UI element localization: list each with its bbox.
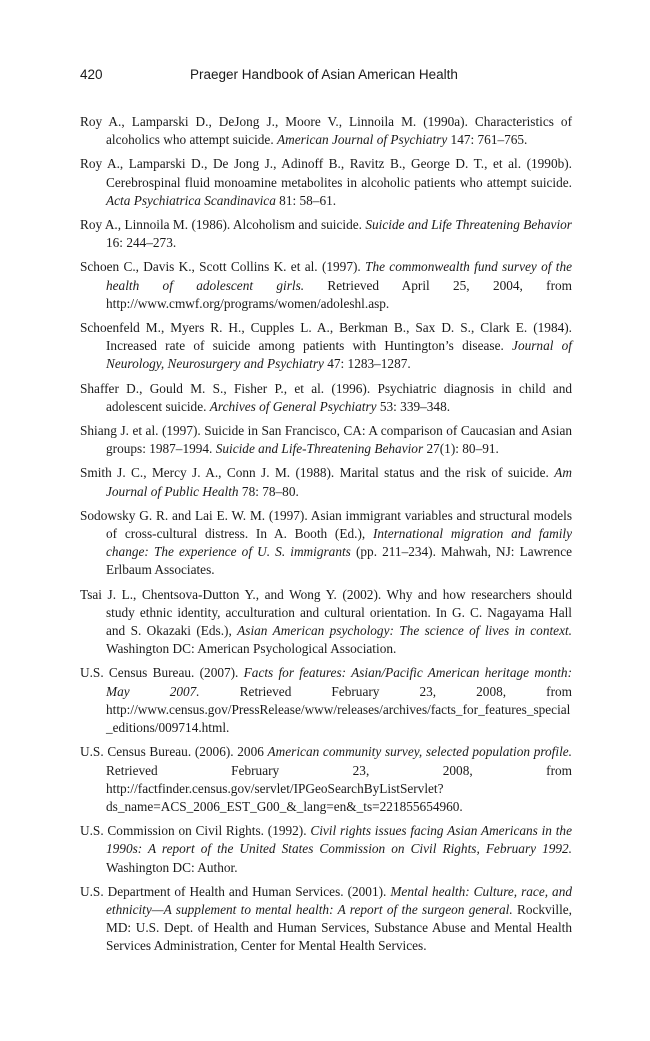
reference-entry (80, 664, 572, 737)
reference-text: (pp. 211–234). Mahwah, NJ: Lawrence Erlbaum Associates. (106, 544, 572, 578)
reference-text: 81: 58–61. (275, 192, 337, 208)
reference-text: Smith J. C., Mercy J. A., Conn J. M. (1988). Marital status and the risk of suicide. (80, 465, 555, 481)
reference-text: Rockville, MD: U.S. Dept. of Health and Human Services, Substance Abuse and Mental Health Services Administration, Center for Mental Health Services. (106, 901, 572, 954)
reference-source-title: Acta Psychiatrica Scandinavica (106, 192, 276, 208)
reference-source-title: Journal of Neurology, Neurosurgery and Psychiatry (106, 338, 572, 372)
reference-text: Schoen C., Davis K., Scott Collins K. et al. (1997). (80, 259, 366, 275)
reference-text: U.S. Census Bureau. (2007). (80, 665, 244, 681)
reference-entry (80, 155, 572, 210)
reference-source-title: The commonwealth fund survey of the health of adolescent girls. (106, 259, 572, 293)
reference-text: 27(1): 80–91. (423, 441, 499, 457)
reference-source-title: International migration and family change: The experience of U. S. immigrants (106, 526, 573, 560)
reference-text: Schoenfeld M., Myers R. H., Cupples L. A., Berkman B., Sax D. S., Clark E. (1984). Increased rate of suicide among patients with Huntington’s disease. (80, 320, 572, 354)
reference-source-title: Archives of General Psychiatry (209, 398, 377, 414)
reference-entry (80, 258, 572, 313)
reference-source-title: Mental health: Culture, race, and ethnicity—A supplement to mental health: A report of the surgeon general. (106, 883, 572, 917)
reference-text: Shaffer D., Gould M. S., Fisher P., et al. (1996). Psychiatric diagnosis in child and adolescent suicide. (80, 380, 572, 414)
reference-text: U.S. Commission on Civil Rights. (1992). (80, 823, 311, 839)
reference-entry (80, 113, 572, 149)
reference-entry (80, 422, 572, 458)
reference-entry (80, 883, 572, 956)
reference-source-title: Suicide and Life Threatening Behavior (365, 217, 572, 233)
reference-source-title: Suicide and Life-Threatening Behavior (215, 441, 424, 457)
page-number: 420 (80, 67, 103, 82)
reference-text: 78: 78–80. (238, 483, 299, 499)
reference-text: Tsai J. L., Chentsova-Dutton Y., and Wong Y. (2002). Why and how researchers should study ethnic identity, acculturation and cultural orientation. In G. C. Nagayama Hall and S. Okazaki (Eds.), (80, 586, 572, 639)
running-head (80, 64, 572, 86)
reference-text: Washington DC: Author. (106, 859, 238, 875)
reference-text: 16: 244–273. (106, 235, 177, 251)
reference-text: Retrieved April 25, 2004, from http://www.cmwf.org/programs/women/adoleshl.asp. (106, 277, 573, 311)
reference-text: Washington DC: American Psychological Association. (106, 641, 397, 657)
reference-entry (80, 507, 572, 580)
reference-text: 47: 1283–1287. (323, 356, 411, 372)
reference-text: Retrieved February 23, 2008, from http://www.census.gov/PressRelease/www/releases/archives/facts_for_features_special_editions/009714.html. (106, 683, 572, 736)
reference-entry (80, 216, 572, 252)
book-title: Praeger Handbook of Asian American Health (190, 67, 458, 82)
reference-text: Roy A., Lamparski D., DeJong J., Moore V., Linnoila M. (1990a). Characteristics of alcoholics who attempt suicide. (80, 114, 572, 148)
reference-source-title: Facts for features: Asian/Pacific American heritage month: May 2007. (106, 665, 572, 699)
reference-entry (80, 743, 572, 816)
reference-source-title: Am Journal of Public Health (106, 465, 572, 499)
reference-source-title: American community survey, selected population profile. (267, 744, 572, 760)
reference-source-title: Civil rights issues facing Asian Americans in the 1990s: A report of the United States Commission on Civil Rights, February 1992. (106, 823, 572, 857)
reference-list (80, 113, 572, 962)
reference-text: U.S. Department of Health and Human Services. (2001). (80, 883, 391, 899)
reference-text: Roy A., Lamparski D., De Jong J., Adinoff B., Ravitz B., George D. T., et al. (1990b). Cerebrospinal fluid monoamine metabolites in alcoholic patients who attempt suicide. (80, 156, 572, 190)
reference-text: Shiang J. et al. (1997). Suicide in San Francisco, CA: A comparison of Caucasian and Asian groups: 1987–1994. (80, 423, 572, 457)
reference-text: 147: 761–765. (447, 132, 528, 148)
reference-entry (80, 380, 572, 416)
reference-text: 53: 339–348. (376, 398, 451, 414)
reference-text: Sodowsky G. R. and Lai E. W. M. (1997). Asian immigrant variables and structural models of cross-cultural distress. In A. Booth (Ed.), (80, 507, 572, 542)
reference-source-title: American Journal of Psychiatry (276, 132, 448, 148)
reference-text: U.S. Census Bureau. (2006). 2006 (80, 744, 268, 760)
reference-text: Roy A., Linnoila M. (1986). Alcoholism and suicide. (80, 217, 366, 233)
reference-entry (80, 822, 572, 877)
reference-text: Retrieved February 23, 2008, from http://factfinder.census.gov/servlet/IPGeoSearchByListServlet?ds_name=ACS_2006_EST_G00_&_lang=en&_ts=221855654960. (106, 762, 572, 814)
reference-entry (80, 586, 572, 659)
reference-source-title: Asian American psychology: The science of lives in context. (237, 623, 572, 639)
reference-entry (80, 464, 572, 500)
reference-entry (80, 319, 572, 374)
